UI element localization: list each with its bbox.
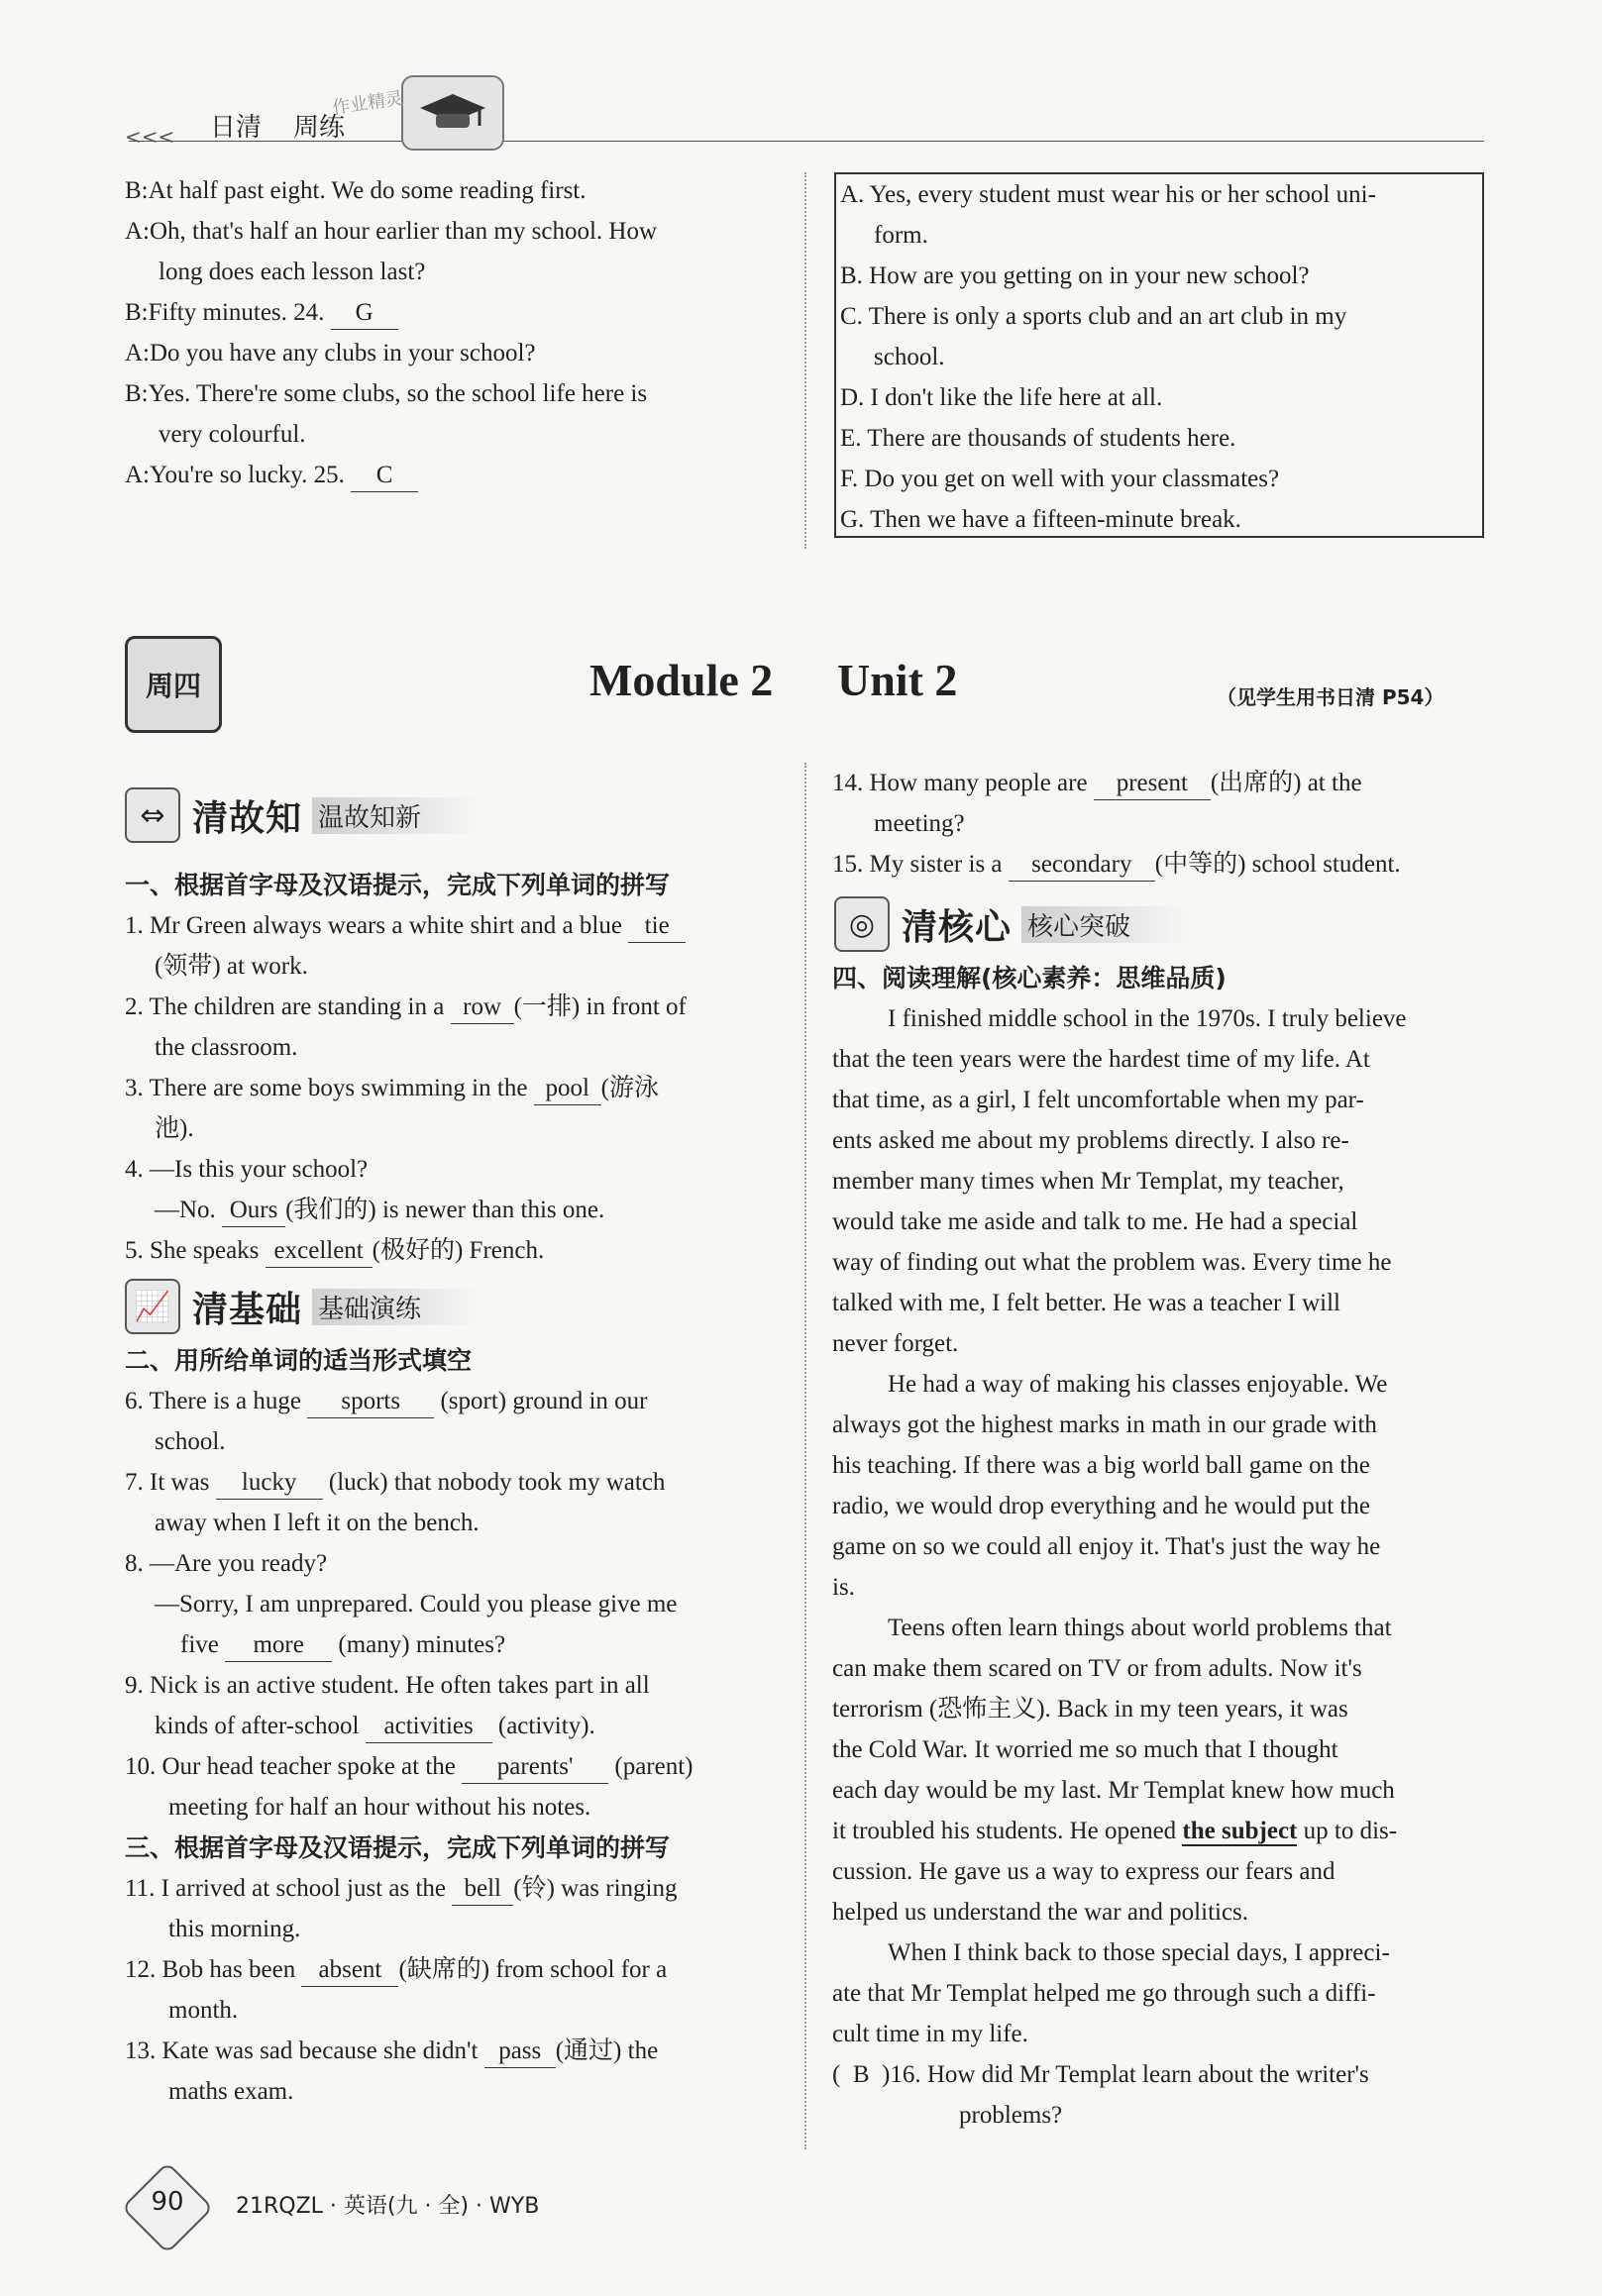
item-14-cont: meeting?: [874, 810, 965, 837]
answer-13[interactable]: pass: [484, 2035, 556, 2068]
answer-4[interactable]: Ours: [222, 1195, 285, 1227]
passage-line: it troubled his students. He opened the subject up to dis-: [832, 1818, 1398, 1844]
option-c: C. There is only a sports club and an art club in my: [840, 303, 1347, 330]
passage-line: cussion. He gave us a way to express our fears and: [832, 1858, 1335, 1885]
day-badge-label: 周四: [145, 670, 201, 702]
passage-line: I finished middle school in the 1970s. I truly believe: [888, 1005, 1407, 1032]
item-3-cont: 池).: [155, 1115, 194, 1142]
item-15: 15. My sister is a secondary (中等的) school student.: [832, 844, 1490, 885]
header-arrows: <<<: [125, 125, 175, 149]
passage-line: that the teen years were the hardest time of my life. At: [832, 1046, 1370, 1073]
item-1-cont: (领带) at work.: [155, 953, 308, 980]
item-2-cont: the classroom.: [155, 1034, 298, 1061]
reading-passage: [832, 998, 1490, 2054]
item-4: 4. —Is this your school?: [125, 1156, 369, 1183]
answer-14[interactable]: present: [1094, 768, 1211, 800]
item-3: 3. There are some boys swimming in the pool (游泳: [125, 1068, 787, 1108]
passage-line: would take me aside and talk to me. He had a special: [832, 1208, 1358, 1235]
review-badge: [125, 787, 481, 843]
passage-line: Teens often learn things about world problems that: [888, 1615, 1392, 1641]
item-8-cont: —Sorry, I am unprepared. Could you please give me: [155, 1591, 678, 1618]
header-logo: [401, 75, 504, 151]
answer-15[interactable]: secondary: [1009, 849, 1155, 882]
item-10: 10. Our head teacher spoke at the parents' (parent): [125, 1746, 787, 1787]
right-column: [832, 763, 1490, 2136]
option-c-cont: school.: [874, 344, 945, 370]
page-number: 90: [151, 2187, 184, 2217]
item-7: 7. It was lucky (luck) that nobody took my watch: [125, 1462, 787, 1503]
answer-2[interactable]: row: [451, 991, 514, 1024]
item-7-cont: away when I left it on the bench.: [155, 1510, 480, 1536]
item-1: 1. Mr Green always wears a white shirt and a blue tie: [125, 905, 787, 946]
answer-11[interactable]: bell: [452, 1873, 513, 1906]
answer-7[interactable]: lucky: [216, 1467, 323, 1500]
underlined-subject: the subject: [1182, 1818, 1298, 1844]
dialogue-line: A:You're so lucky. 25. C: [125, 455, 657, 495]
question-16: ( B )16. How did Mr Templat learn about the writer's: [832, 2061, 1369, 2088]
item-10-cont: meeting for half an hour without his notes.: [168, 1794, 591, 1821]
item-4-cont: —No. Ours (我们的) is newer than this one.: [125, 1190, 787, 1230]
passage-line: can make them scared on TV or from adults. Now it's: [832, 1655, 1362, 1682]
item-13: 13. Kate was sad because she didn't pass (通过) the: [125, 2031, 787, 2071]
unit-title: Unit 2: [837, 655, 958, 705]
review-badge-sub: 温故知新: [312, 797, 481, 834]
passage-line: his teaching. If there was a big world ball game on the: [832, 1452, 1370, 1479]
option-f: F. Do you get on well with your classmates?: [840, 466, 1280, 492]
review-badge-main: 清故知: [192, 797, 303, 839]
option-b: B. How are you getting on in your new school?: [840, 262, 1310, 289]
passage-line: radio, we would drop everything and he would put the: [832, 1493, 1370, 1519]
dialogue-line: A:Oh, that's half an hour earlier than my school. How: [125, 218, 658, 245]
passage-line: that time, as a girl, I felt uncomfortable when my par-: [832, 1087, 1364, 1113]
column-divider-lower: [804, 763, 806, 2149]
header-label-daily: 日清: [210, 113, 263, 143]
item-9: 9. Nick is an active student. He often takes part in all: [125, 1672, 650, 1699]
double-arrow-icon: ⇔: [125, 787, 180, 843]
question-16-cont: problems?: [959, 2102, 1063, 2129]
column-divider: [804, 172, 806, 549]
option-e: E. There are thousands of students here.: [840, 425, 1236, 452]
section-4-title: 四、阅读理解(核心素养：思维品质): [832, 964, 1227, 992]
answer-8[interactable]: more: [225, 1629, 332, 1662]
item-8: 8. —Are you ready?: [125, 1550, 328, 1577]
footer-code: 21RQZL · 英语(九 · 全) · WYB: [236, 2194, 540, 2219]
watermark-logo-text: 作业精灵: [331, 88, 405, 119]
answer-24[interactable]: G: [331, 297, 398, 330]
passage-line: ents asked me about my problems directly. I also re-: [832, 1127, 1349, 1154]
passage-line: always got the highest marks in math in our grade with: [832, 1411, 1377, 1438]
item-12-cont: month.: [168, 1997, 239, 2024]
passage-line: game on so we could all enjoy it. That's just the way he: [832, 1533, 1381, 1560]
item-2: 2. The children are standing in a row (一排) in front of: [125, 987, 787, 1027]
option-a: A. Yes, every student must wear his or her school uni-: [840, 181, 1376, 208]
answer-9[interactable]: activities: [366, 1711, 492, 1743]
item-8-cont2: five more (many) minutes?: [125, 1624, 787, 1665]
option-d: D. I don't like the life here at all.: [840, 384, 1163, 411]
target-icon: ◎: [834, 896, 890, 952]
passage-line: member many times when Mr Templat, my teacher,: [832, 1168, 1344, 1195]
dialogue-line: long does each lesson last?: [159, 259, 426, 285]
header-label-weekly: 周练: [293, 113, 346, 143]
answer-10[interactable]: parents': [462, 1751, 608, 1784]
dialogue-line: B:Fifty minutes. 24. G: [125, 292, 657, 333]
section-2-title: 二、用所给单词的适当形式填空: [125, 1346, 473, 1375]
core-badge: [834, 896, 1490, 952]
answer-1[interactable]: tie: [628, 910, 686, 943]
item-11: 11. I arrived at school just as the bell (铃) was ringing: [125, 1868, 787, 1909]
core-badge-sub: 核心突破: [1021, 906, 1190, 943]
dialogue-block: [125, 170, 657, 495]
passage-line: is.: [832, 1574, 855, 1601]
option-a-cont: form.: [874, 222, 928, 249]
left-column: [125, 865, 787, 2112]
item-9-cont: kinds of after-school activities (activity).: [125, 1706, 787, 1746]
passage-line: the Cold War. It worried me so much that I thought: [832, 1736, 1338, 1763]
answer-25[interactable]: C: [351, 460, 418, 492]
reference-note: （见学生用书日清 P54）: [1217, 685, 1444, 709]
graduation-cap-icon: [418, 90, 487, 136]
dialogue-line: A:Do you have any clubs in your school?: [125, 340, 536, 366]
passage-line: terrorism (恐怖主义). Back in my teen years, it was: [832, 1696, 1348, 1722]
item-6-cont: school.: [155, 1428, 226, 1455]
module-title: Module 2: [589, 655, 774, 705]
passage-line: ate that Mr Templat helped me go through such a diffi-: [832, 1980, 1376, 2007]
passage-line: talked with me, I felt better. He was a teacher I will: [832, 1290, 1340, 1316]
option-g: G. Then we have a fifteen-minute break.: [840, 506, 1241, 533]
answer-6[interactable]: sports: [307, 1386, 434, 1418]
passage-line: way of finding out what the problem was. Every time he: [832, 1249, 1392, 1276]
passage-line: helped us understand the war and politics.: [832, 1899, 1249, 1926]
dialogue-line: B:Yes. There're some clubs, so the school life here is: [125, 380, 648, 407]
section-1-title: 一、根据首字母及汉语提示，完成下列单词的拼写: [125, 871, 671, 899]
item-13-cont: maths exam.: [168, 2078, 294, 2105]
basic-badge: [125, 1279, 787, 1334]
options-list: [840, 174, 1376, 540]
passage-line: He had a way of making his classes enjoyable. We: [888, 1371, 1388, 1398]
item-5: 5. She speaks excellent (极好的) French.: [125, 1230, 787, 1271]
dialogue-line: very colourful.: [159, 421, 306, 448]
section-3-title: 三、根据首字母及汉语提示，完成下列单词的拼写: [125, 1833, 671, 1862]
answer-3[interactable]: pool: [534, 1073, 601, 1105]
answer-5[interactable]: excellent: [266, 1235, 373, 1268]
item-6: 6. There is a huge sports (sport) ground in our: [125, 1381, 787, 1421]
day-badge: [125, 636, 222, 733]
basic-badge-main: 清基础: [192, 1289, 303, 1330]
passage-line: never forget.: [832, 1330, 959, 1357]
dialogue-line: B:At half past eight. We do some reading first.: [125, 177, 587, 204]
answer-16[interactable]: B: [852, 2061, 870, 2088]
bar-chart-icon: 📈: [125, 1279, 180, 1334]
item-11-cont: this morning.: [168, 1916, 301, 1942]
answer-12[interactable]: absent: [301, 1954, 398, 1987]
passage-line: When I think back to those special days, I appreci-: [888, 1939, 1390, 1966]
basic-badge-sub: 基础演练: [312, 1289, 481, 1325]
item-14: 14. How many people are present (出席的) at the: [832, 763, 1490, 803]
core-badge-main: 清核心: [902, 906, 1013, 948]
passage-line: cult time in my life.: [832, 2021, 1028, 2047]
passage-line: each day would be my last. Mr Templat knew how much: [832, 1777, 1395, 1804]
item-12: 12. Bob has been absent (缺席的) from school for a: [125, 1949, 787, 1990]
